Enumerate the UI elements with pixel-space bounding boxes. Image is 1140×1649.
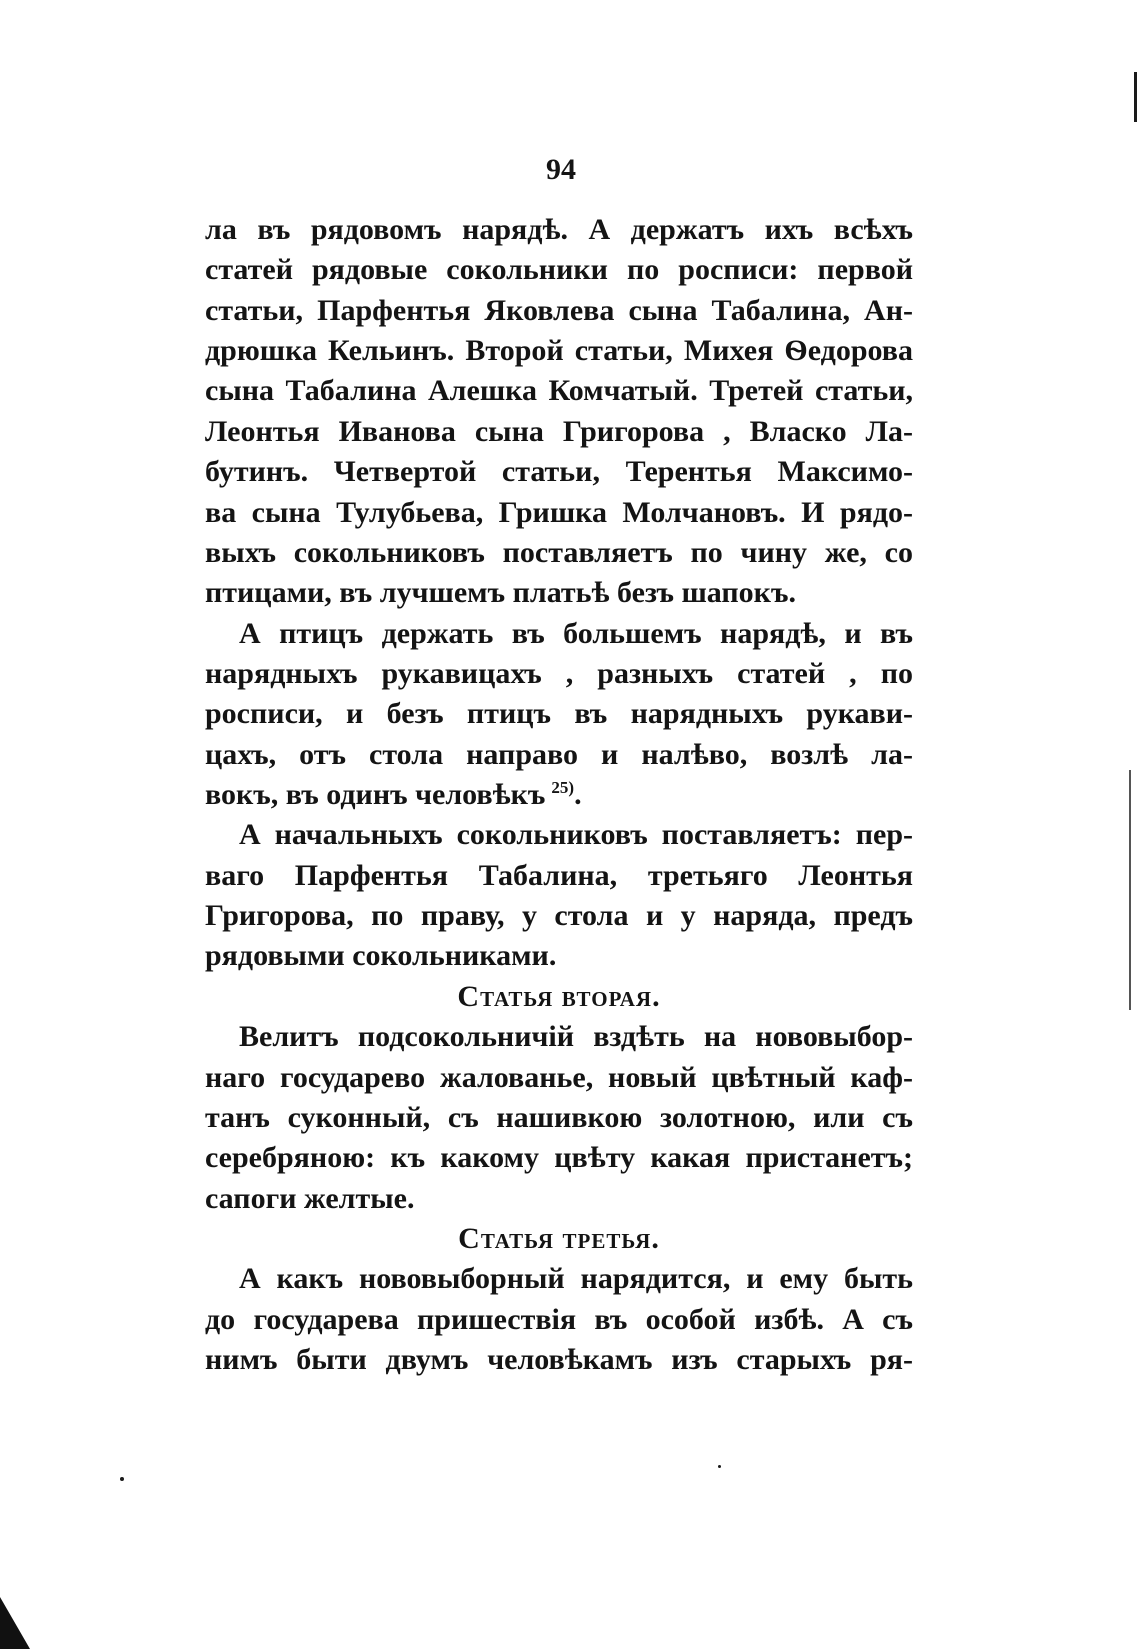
text-line: сына Табалина Алешка Комчатый. Третей статьи,	[205, 374, 913, 408]
scan-speck	[718, 1465, 721, 1468]
scan-shadow-corner	[0, 1597, 30, 1649]
text-line: цахъ, отъ стола направо и налѣво, возлѣ ла-	[205, 737, 913, 771]
paragraph	[205, 1017, 913, 1219]
text-line: наго государево жалованье, новый цвѣтный каф-	[205, 1060, 913, 1094]
section-heading: Статья вторая.	[457, 979, 661, 1013]
footnote-reference: 25)	[551, 778, 575, 798]
text-line: А начальныхъ сокольниковъ поставляетъ: пер-	[239, 818, 913, 852]
text-line: статьи, Парфентья Яковлева сына Табалина, Ан-	[205, 293, 913, 327]
text-line: танъ суконный, съ нашивкою золотною, или съ	[205, 1100, 913, 1134]
text-line: серебряною: къ какому цвѣту какая пристанетъ;	[205, 1141, 913, 1175]
text-line: сапоги желтые.	[205, 1181, 415, 1215]
paragraph	[205, 210, 913, 614]
text-line: ва сына Тулубьева, Гришка Молчановъ. И рядо-	[205, 495, 913, 529]
text-line: рядовыми сокольниками.	[205, 939, 557, 973]
paragraph	[205, 1259, 913, 1380]
scan-edge-line	[1129, 770, 1131, 1010]
text-line: Велитъ подсокольничій вздѣть на нововыбор-	[239, 1020, 913, 1054]
text-line: нарядныхъ рукавицахъ , разныхъ статей , по	[205, 656, 913, 690]
text-line: птицами, въ лучшемъ платьѣ безъ шапокъ.	[205, 576, 796, 610]
paragraph	[205, 815, 913, 976]
text-line: выхъ сокольниковъ поставляетъ по чину же, со	[205, 535, 913, 569]
text-line: до государева пришествія въ особой избѣ. А съ	[205, 1302, 913, 1336]
text-line: А птицъ держать въ большемъ нарядѣ, и въ	[239, 616, 913, 650]
scan-edge-line	[1134, 72, 1137, 122]
scan-speck	[120, 1477, 124, 1481]
page-number: 94	[546, 153, 576, 186]
text-line: Леонтья Иванова сына Григорова , Власко Ла-	[205, 414, 913, 448]
text-line: дрюшка Кельинъ. Второй статьи, Михея Ѳедорова	[205, 334, 913, 368]
paragraph	[205, 614, 913, 816]
text-line: бутинъ. Четвертой статьи, Терентья Максимо-	[205, 455, 913, 489]
text-line: ла въ рядовомъ нарядѣ. А держатъ ихъ всѣхъ	[205, 213, 913, 246]
text-line: нимъ быти двумъ человѣкамъ изъ старыхъ ря-	[205, 1343, 913, 1377]
text-line-content: вокъ, въ одинъ человѣкъ	[205, 778, 546, 812]
text-line	[205, 775, 913, 815]
text-line: Григорова, по праву, у стола и у наряда, предъ	[205, 899, 913, 933]
text-line: А какъ нововыборный нарядится, и ему быть	[239, 1262, 913, 1296]
text-line: статей рядовые сокольники по росписи: первой	[205, 253, 913, 287]
text-line: ваго Парфентья Табалина, третьяго Леонтья	[205, 858, 913, 892]
text-line-end: .	[574, 778, 582, 812]
text-column	[205, 210, 913, 1380]
section-heading: Статья третья.	[458, 1221, 660, 1255]
text-line: росписи, и безъ птицъ въ нарядныхъ рукави-	[205, 697, 913, 731]
